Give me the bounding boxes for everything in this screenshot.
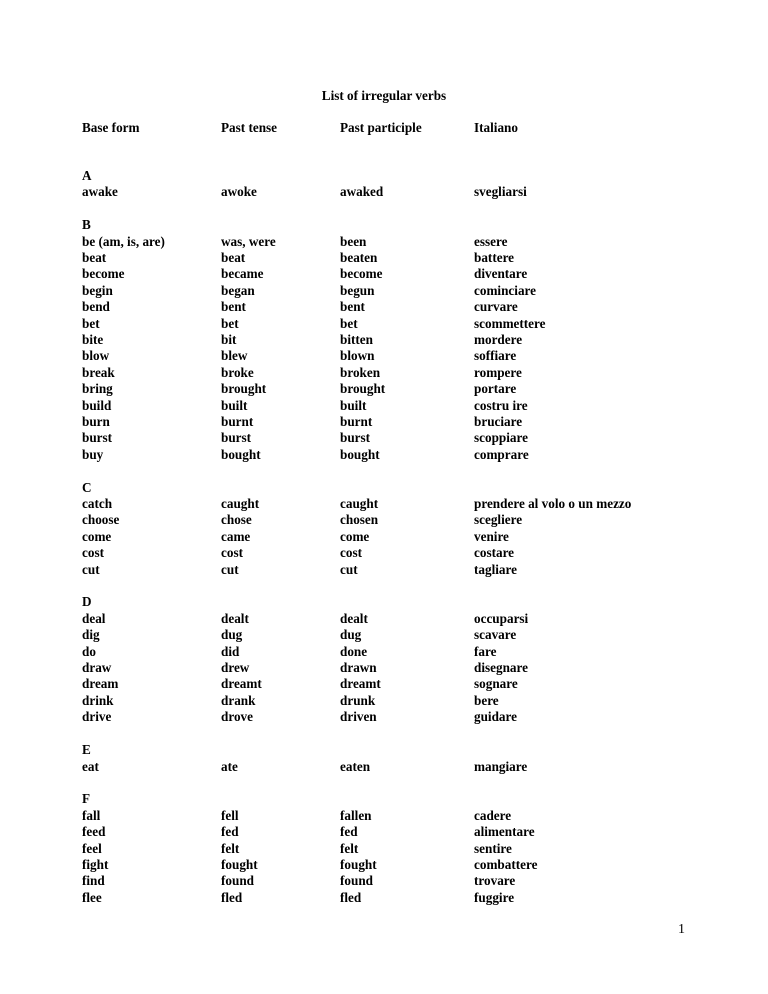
verb-cell-past-participle: bet [340,315,358,331]
verb-cell-past-tense: felt [221,840,240,856]
verb-cell-past-participle: blown [340,348,375,364]
verb-row [0,398,768,414]
verb-cell-past-tense: bought [221,446,261,462]
verb-cell-italiano: portare [474,381,517,397]
verb-row [0,841,768,857]
verb-row [0,430,768,446]
verb-cell-past-tense: fell [221,807,239,823]
verb-group [0,594,768,725]
verb-cell-past-participle: bitten [340,332,373,348]
verb-cell-italiano: sognare [474,676,518,692]
verb-cell-past-participle: dealt [340,610,368,626]
verb-row [0,299,768,315]
verb-cell-italiano: scavare [474,627,517,643]
verb-cell-past-participle: fed [340,824,358,840]
verb-row [0,447,768,463]
verb-cell-past-tense: ate [221,758,238,774]
verb-cell-past-tense: drank [221,692,256,708]
group-letter-heading: D [82,594,92,610]
verb-cell-italiano: scegliere [474,512,523,528]
verb-cell-base-form: draw [82,660,112,676]
verb-cell-past-participle: chosen [340,512,379,528]
verb-cell-italiano: scoppiare [474,430,528,446]
verb-cell-past-participle: broken [340,364,381,380]
verb-cell-past-participle: fought [340,856,377,872]
page-number: 1 [678,922,685,937]
verb-cell-past-tense: did [221,643,240,659]
verb-cell-past-participle: cost [340,545,362,561]
verb-cell-italiano: venire [474,528,509,544]
column-header-row [0,120,768,136]
verb-cell-base-form: break [82,364,115,380]
group-letter-heading: A [82,168,92,183]
verb-row [0,644,768,660]
verb-cell-past-tense: cut [221,561,239,577]
verb-row [0,627,768,643]
verb-cell-base-form: beat [82,250,107,266]
verb-cell-past-participle: burnt [340,413,373,429]
verb-cell-italiano: fare [474,643,497,659]
verb-cell-italiano: battere [474,250,515,266]
verb-cell-base-form: come [82,528,112,544]
verb-row [0,381,768,397]
verb-cell-past-participle: bought [340,446,380,462]
verb-row [0,414,768,430]
verb-cell-past-tense: blew [221,348,248,364]
verb-cell-past-participle: eaten [340,758,371,774]
verb-cell-past-tense: drove [221,709,253,725]
verb-cell-past-participle: built [340,397,367,413]
page-title: List of irregular verbs [321,88,447,103]
verb-cell-base-form: bring [82,381,113,397]
verb-cell-past-tense: caught [221,496,260,512]
verb-row [0,266,768,282]
verb-cell-base-form: begin [82,282,113,298]
verb-cell-past-tense: dreamt [221,676,262,692]
verb-cell-base-form: flee [82,889,102,905]
verb-cell-base-form: blow [82,348,110,364]
verb-cell-italiano: essere [474,233,508,249]
verb-cell-past-tense: beat [221,250,246,266]
verb-cell-italiano: curvare [474,299,518,315]
verb-cell-italiano: mangiare [474,758,528,774]
verb-cell-past-participle: cut [340,561,358,577]
verb-cell-past-participle: dreamt [340,676,381,692]
verb-cell-past-tense: fled [221,889,243,905]
verb-cell-past-tense: chose [221,512,252,528]
verb-groups [0,168,768,923]
verb-cell-past-tense: bent [221,299,246,315]
group-letter-heading: E [82,742,91,758]
verb-cell-past-participle: brought [340,381,386,397]
verb-cell-base-form: feel [82,840,102,856]
verb-row [0,283,768,299]
column-header-italiano: Italiano [474,120,518,135]
verb-cell-italiano: sentire [474,840,512,856]
verb-cell-base-form: bet [82,315,100,331]
verb-cell-base-form: catch [82,496,113,512]
verb-cell-base-form: drink [82,692,114,708]
verb-cell-base-form: awake [82,184,118,200]
verb-cell-past-tense: began [221,282,255,298]
verb-cell-base-form: fall [82,807,101,823]
verb-row [0,808,768,824]
verb-cell-base-form: be (am, is, are) [82,233,165,249]
verb-cell-base-form: become [82,266,125,282]
verb-row [0,759,768,775]
verb-row [0,824,768,840]
verb-cell-past-participle: fled [340,889,362,905]
column-header-past-tense: Past tense [221,120,278,135]
verb-row [0,693,768,709]
verb-cell-past-tense: built [221,397,248,413]
verb-cell-past-participle: beaten [340,250,378,266]
verb-cell-italiano: mordere [474,332,523,348]
verb-cell-past-participle: awaked [340,184,384,200]
verb-row [0,611,768,627]
verb-cell-base-form: cut [82,561,100,577]
verb-cell-base-form: fight [82,856,109,872]
verb-cell-past-tense: awoke [221,184,257,200]
verb-row [0,545,768,561]
verb-cell-past-tense: drew [221,660,250,676]
verb-cell-italiano: costru ire [474,397,528,413]
verb-cell-past-tense: dug [221,627,243,643]
verb-cell-past-participle: bent [340,299,365,315]
verb-cell-italiano: occuparsi [474,610,529,626]
verb-cell-past-participle: drawn [340,660,377,676]
verb-cell-italiano: prendere al volo o un mezzo [474,496,632,512]
verb-cell-italiano: comprare [474,446,529,462]
verb-cell-italiano: soffiare [474,348,517,364]
verb-cell-past-participle: caught [340,496,379,512]
verb-cell-italiano: cominciare [474,282,537,298]
verb-group [0,742,768,775]
column-header-past-participle: Past participle [340,120,422,135]
verb-cell-base-form: burst [82,430,113,446]
verb-group [0,480,768,578]
verb-row [0,250,768,266]
verb-cell-base-form: buy [82,446,104,462]
verb-cell-base-form: eat [82,758,99,774]
column-header-base-form: Base form [82,120,140,135]
verb-cell-past-participle: felt [340,840,359,856]
verb-group [0,217,768,463]
verb-cell-past-tense: came [221,528,251,544]
verb-row [0,316,768,332]
verb-cell-base-form: bite [82,332,104,348]
verb-row [0,365,768,381]
verb-cell-italiano: fuggire [474,889,515,905]
verb-cell-past-tense: found [221,873,254,889]
group-letter-heading: C [82,479,92,495]
verb-cell-italiano: bruciare [474,413,523,429]
verb-cell-italiano: tagliare [474,561,517,577]
verb-cell-italiano: guidare [474,709,517,725]
verb-cell-italiano: scommettere [474,315,546,331]
verb-cell-past-tense: cost [221,545,243,561]
verb-cell-past-tense: brought [221,381,267,397]
verb-row [0,184,768,200]
verb-cell-base-form: cost [82,545,104,561]
verb-cell-past-participle: drunk [340,692,376,708]
verb-cell-past-participle: come [340,528,370,544]
verb-row [0,873,768,889]
verb-cell-past-tense: fought [221,856,258,872]
verb-cell-italiano: combattere [474,856,538,872]
verb-cell-past-tense: was, were [221,233,276,249]
verb-cell-base-form: find [82,873,105,889]
verb-cell-base-form: feed [82,824,106,840]
verb-cell-past-participle: begun [340,282,375,298]
verb-cell-base-form: dream [82,676,119,692]
verb-cell-italiano: alimentare [474,824,535,840]
verb-cell-past-participle: fallen [340,807,372,823]
verb-row [0,562,768,578]
verb-cell-base-form: do [82,643,96,659]
verb-group [0,168,768,201]
verb-cell-past-tense: burst [221,430,252,446]
verb-cell-past-tense: became [221,266,264,282]
verb-cell-past-participle: burst [340,430,371,446]
verb-cell-italiano: bere [474,692,499,708]
verb-row [0,529,768,545]
verb-group [0,791,768,906]
verb-cell-italiano: trovare [474,873,516,889]
verb-row [0,348,768,364]
verb-cell-base-form: build [82,397,112,413]
verb-cell-base-form: choose [82,512,120,528]
verb-cell-past-participle: driven [340,709,377,725]
verb-cell-past-participle: dug [340,627,362,643]
group-letter-heading: F [82,791,91,807]
verb-cell-past-participle: done [340,643,368,659]
verb-cell-italiano: costare [474,545,515,561]
verb-cell-italiano: rompere [474,364,522,380]
verb-cell-past-tense: dealt [221,610,249,626]
verb-cell-past-tense: fed [221,824,239,840]
verb-cell-past-tense: bit [221,332,237,348]
verb-row [0,660,768,676]
verb-cell-past-participle: become [340,266,383,282]
verb-cell-past-tense: broke [221,364,254,380]
verb-cell-italiano: disegnare [474,660,528,676]
verb-row [0,857,768,873]
verb-cell-base-form: dig [82,627,100,643]
verb-cell-base-form: bend [82,299,110,315]
verb-cell-base-form: burn [82,413,110,429]
verb-cell-base-form: drive [82,709,112,725]
verb-cell-past-participle: been [340,233,367,249]
verb-cell-italiano: cadere [474,807,512,823]
verb-row [0,709,768,725]
verb-row [0,890,768,906]
verb-row [0,234,768,250]
verb-cell-past-tense: bet [221,315,239,331]
verb-row [0,512,768,528]
verb-cell-base-form: deal [82,610,106,626]
group-letter-heading: B [82,217,91,233]
verb-row [0,496,768,512]
verb-cell-italiano: svegliarsi [474,184,527,200]
verb-cell-italiano: diventare [474,266,528,282]
verb-row [0,332,768,348]
verb-cell-past-participle: found [340,873,373,889]
verb-row [0,676,768,692]
verb-cell-past-tense: burnt [221,413,254,429]
